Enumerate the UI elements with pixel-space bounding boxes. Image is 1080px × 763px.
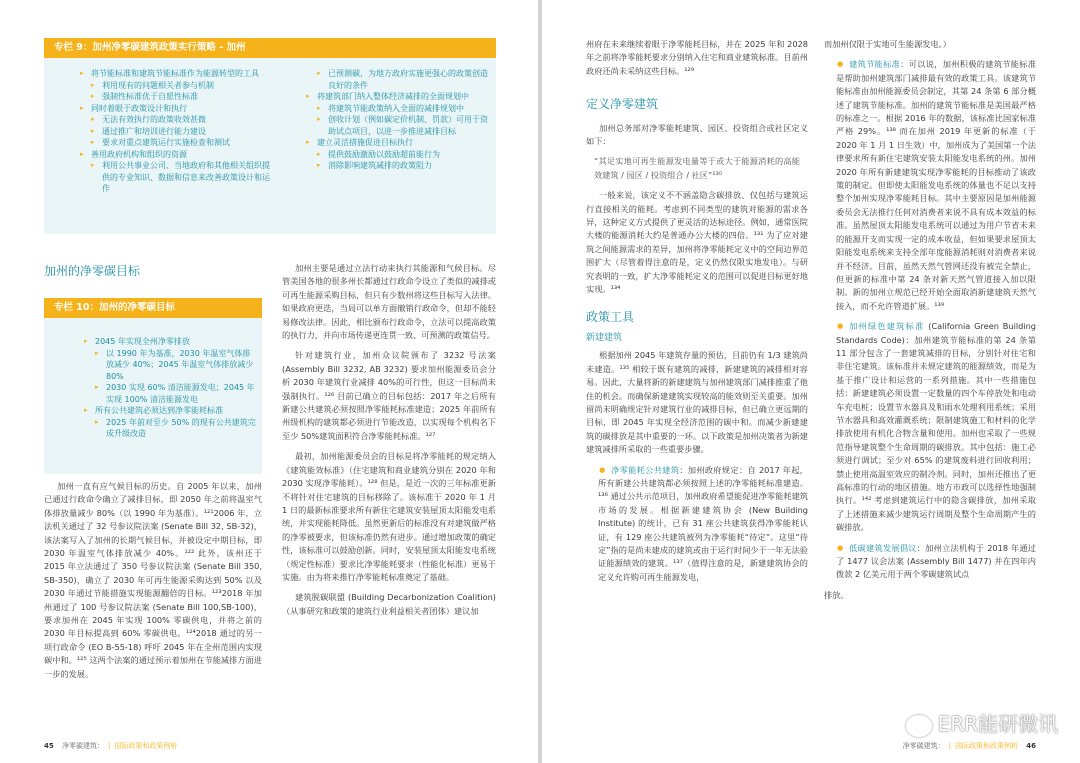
paragraph: 一般来说，该定义不不涵盖隐含碳排放、仅包括与建筑运行直接相关的能耗。考虑到不同类型的建筑对能源的需求各异，这种定义方式提供了更灵活的达标途径。例如，通常医院大楼的能源消耗大约是普通办公大楼的四倍。¹³¹ 为了应对建筑之间能源需求的差异，加州将净零能耗定义中的空间边界范围扩大（尽管着得注意的是，定义仍然仅限实地发电）。与研究表明的一致，扩大净零能耗定义的范围可以促进目标更好地实现。¹³⁴ bbox=[586, 190, 808, 295]
box-9-right-list bbox=[306, 68, 488, 172]
list-item: ▸ 同时着眼于政策设计和执行 bbox=[80, 103, 276, 115]
bullet-text: ：可以说，加州积极的建筑节能标准是帮助加州建筑部门减排最有效的政策工具。该建筑节能标准由加州能源委员会制定，其第 24 条第 6 部分概述了建筑节能标准。加州的建筑节能标准是美国最严格的标准之一。根据 2016 年的数据，该标准比国家标准严格 29%。¹³⁸ 而在加州 2019 年更新的标准（于 2020 年 1 月 1 日生效）中，加州成为了美国第一个法律要求所有新住宅建筑安装太阳能发电系统的州。加州 2020 年所有新建建筑实现净零能耗的目标推动了该政策的制定。但即使太阳能发电系统的体量也不足以支持整个加州实现净零能耗目标。其中主要原因是加州能源委员会无法推行任何对消费者来说不具有成本效益的标准。虽然屋顶太阳能发电系统可以通过为用户节省未来的能源开支而实现一定的成本收益，但如果要求屋顶太阳能发电系统来支持全部年度能源消耗则对消费者来说并不经济。目前，虽然天然气管网还没有被完全禁止，但更新的标准中第 24 条对新天然气管道接入加以限制。新的加州立规范已经开始全面取消新建建筑天然气接入，而不允许管道扩展。¹³⁹ bbox=[836, 59, 1036, 311]
box-10-list bbox=[84, 336, 256, 440]
page-number: 45 bbox=[44, 742, 54, 750]
bullet-term: 净零能耗公共建筑 bbox=[611, 464, 680, 475]
section-title-define-nz: 定义净零建筑 bbox=[586, 97, 659, 112]
left-footer: 45 净零碳建筑： | 国际政策和政策例析 bbox=[44, 742, 178, 750]
paragraph: 针对建筑行业，加州众议院颁布了 3232 号法案 (Assembly Bill 3232, AB 3232) 要求加州能源委员会分析 2030 年建筑行业减排 40%的可行性，但这一目标尚未强制执行。¹²⁶ 目前已确立的目标包括：2017 年之后所有新建公共建筑必须按照净零能耗标准建造；2025 年前所有州级机构的建筑都必须进行节能改造，以实现每个机构名下至少 50%建筑面积符合净零能耗标准。¹²⁷ bbox=[282, 350, 496, 441]
paragraph: 最初，加州能源委员会的目标是将净零能耗的规定纳入《建筑能效标准》（住宅建筑和商业建筑分别在 2020 年和 2030 实现净零能耗）。¹²⁸ 但是，是近一次的三年标准更新不将针对住宅建筑的目标移除了。该标准于 2020 年 1 月 1 日的最新标准要求所有新住宅建筑安装屋顶太阳能发电系统，并实现能耗降低。虽然更新后的标准没有对建筑做严格的净零被要求，但该标准仍然有进步。通过增加政策的确定性，该标准可以鼓励创新。同时，安装屋顶太阳能发电系统（规定性标准）要求比净零能耗要求（性能化标准）更易于实施。由为将来推行净零能耗标准奠定了基础。 bbox=[282, 451, 496, 582]
list-item: ▸ 所有公共建筑必须达到净零能耗标准 bbox=[84, 405, 256, 417]
box-9 bbox=[44, 38, 496, 234]
footer-highlight: 国际政策和政策例析 bbox=[114, 742, 178, 750]
list-item: ▸ 创收计划（例如碳定价机制、罚款）可用于资助试点项目，以进一步推进减排目标 bbox=[306, 114, 488, 137]
list-item: ▸ 2045 年实现全州净零排放 bbox=[84, 336, 256, 348]
bullet-text: ：加州立法机构于 2018 年通过了 1477 议会法案 (Assembly Bill 1477) 并在四年内拨款 2 亿美元用于两个零碳建筑试点 bbox=[836, 542, 1036, 580]
box-10 bbox=[44, 298, 262, 474]
section-title-policy-tools: 政策工具 bbox=[586, 309, 635, 324]
list-item: ▸ 将节能标准和建筑节能标准作为能源转型的工具 bbox=[80, 68, 276, 80]
subtitle-new-buildings: 新建建筑 bbox=[586, 332, 623, 343]
page-number: 46 bbox=[1026, 742, 1036, 750]
right-page-column-2 bbox=[824, 38, 1036, 728]
paragraph: “其足实地可再生能源发电量等于或大于能源消耗的高能效建筑 / 园区 / 投资组合 / 社区”¹³⁰ bbox=[594, 156, 800, 180]
bullet-text: ：加州政府规定：自 2017 年起，所有新建公共建筑都必须按照上述的净零能耗标准建造。¹³⁶ 通过公共示范项目，加州政府希望能促进净零能耗建筑市场的发展。根据新建建筑协会 (New Building Institute) 的统计，已有 31 座公共建筑获得净零能耗认证，有 129 座公共建筑被列为净零能耗“待定”。这里“待定”指的是尚未建成的建筑或由于运行时间少于一年无法验证能源绩效的建筑。¹³⁷（值得注意的是，新建建筑协会的定义允许购可再生能源发电， bbox=[598, 464, 808, 582]
list-item: ▸ 2025 年前对至少 50% 的现有公共建筑完成升级改造 bbox=[84, 417, 256, 440]
paragraph: 根据加州 2045 年建筑存量的预估，目前仍有 1/3 建筑尚未建造。¹³⁵ 相较于既有建筑的减排，新建建筑的减排相对容易。因此，大量将新的新建建筑与加州建筑部门减排推重了他住的机会。而确保新建建筑实现较高的能效则至关重要。加州留尚未明确规定针对建筑行业的减排目标，但已确立更远期的目标，即 2045 年实现全经济范围的碳中和。而减少新建建筑的碳排放是其中重要的一环。以下政策是加州决策者为新建建筑减排所采取的一些重要步骤。 bbox=[586, 350, 808, 455]
paragraph: 加州主要是通过立法行动来执行其能源和气候目标。尽管美国各地的很多州长都通过行政命令设立了类似的减排或可再生能源采购目标，但只有少数州将这些目标写入法律。如果政府更迭，当局可以单方面撤销行政命令，但却不能轻易修改法律。因此，相比颁布行政命令，立法可以提高政策的执行力，并向市场传递更连贯一致、可预测的政策信号。 bbox=[282, 263, 496, 341]
bullet-term: 建筑节能标准 bbox=[849, 59, 901, 70]
list-item: ▸ 无法有效执行的政策收效甚微 bbox=[80, 114, 276, 126]
list-item: ▸ 利用现有的问题相关者参与机制 bbox=[80, 80, 276, 92]
right-footer: 净零碳建筑： | 国际政策和政策例析 46 bbox=[902, 742, 1036, 750]
list-item: ▸ 强制性标准优于自愿性标准 bbox=[80, 91, 276, 103]
left-page-column-2 bbox=[282, 262, 496, 732]
left-page bbox=[0, 0, 538, 763]
footer-text: 净零碳建筑： bbox=[902, 742, 945, 750]
section-title-ca-goals: 加州的净零碳目标 bbox=[44, 264, 141, 278]
bullet-paragraph bbox=[824, 58, 1036, 313]
list-item: ▸ 将建筑节能政策纳入全面的减排规划中 bbox=[306, 103, 488, 115]
bullet-term: 低碳建筑发展倡议 bbox=[849, 542, 917, 553]
wechat-logo-icon bbox=[906, 715, 932, 737]
continued-paragraph-2: 而加州仅限于实地可生能源发电。） bbox=[824, 39, 951, 49]
box-9-title: 专栏 9：加州净零碳建筑政策实行策略 - 加州 bbox=[44, 38, 496, 58]
right-page-column-1 bbox=[586, 38, 808, 728]
continued-paragraph: 州府在未来继续着眼于净零能耗目标，并在 2025 年和 2028 年之前将净零能耗要求分别纳入住宅和商业建筑标准。目前州政府还尚未采纳这些目标。¹²⁹ bbox=[586, 39, 808, 76]
bullet-term: 加州绿色建筑标准 bbox=[849, 321, 925, 332]
list-item: ▸ 善用政府机构和组织的资源 bbox=[80, 149, 276, 161]
bullet-paragraph bbox=[824, 542, 1036, 582]
paragraph: 加州总务部对净零能耗建筑、园区、投资组合或社区定义如下： bbox=[586, 122, 808, 147]
watermark-text: ERR能研微讯 bbox=[937, 712, 1058, 736]
left-page-column-1 bbox=[44, 480, 262, 730]
watermark bbox=[906, 708, 1058, 737]
list-item: ▸ 消除影响建筑减排的政策阻力 bbox=[306, 160, 488, 172]
bullet-paragraph bbox=[586, 464, 808, 585]
box-10-title: 专栏 10：加州的净零碳目标 bbox=[44, 298, 262, 318]
list-item: ▸ 提供鼓励激励以鼓励超前能行为 bbox=[306, 149, 488, 161]
paragraph: 建筑脱碳联盟 (Building Decarbonization Coalition)（从事研究和政策的建筑行业利益相关者团体）建议加 bbox=[282, 592, 496, 616]
list-item: ▸ 将建筑部门纳入整体经济减排的全面规划中 bbox=[306, 91, 488, 103]
list-item: ▸ 通过推广和培训进行能力建设 bbox=[80, 126, 276, 138]
bullet-text: (California Green Building Standards Code)：加州建筑节能标准的第 24 条第 11 部分包含了一套建筑减排的目标，分别针对住宅和非住宅建筑。该标准并未规定建筑的能源绩效，而是为基于推广设计和运营的一系列措施。其中一些措施包括：新建建筑必须设置一定数量的四个车停放处和电动车充电桩；设置节水器具及和雨水处理利用系统；采用节水器具和高效灌溉系统；限制建筑施工和材料的化学排放使用有机化合物含量和使用。加州也采取了一些规范指导建筑整个生命周期的碳排放。其中包括：施工必须进行调试；至少对 65% 的建筑废料进行回收利用；禁止使用高温室效应的制冷剂。同时，加州还推出了更高标准的行动的地区措施。地方市政可以选择性地强制执行。¹⁴² 考虑到建筑运行中的隐含碳排放，加州采取了上述措施来减少建筑运行周期及整个生命周期产生的碳排放。 bbox=[836, 321, 1036, 533]
list-item: ▸ 已预测碳，为地方政府实施更强心的政策创造良好的条件 bbox=[306, 68, 488, 91]
right-page bbox=[542, 0, 1080, 763]
footer-highlight: 国际政策和政策例析 bbox=[955, 742, 1019, 750]
box-9-left-list bbox=[80, 68, 276, 195]
list-item: ▸ 利用公共事业公司、当地政府和其他相关组织提供的专业知识、数据和信息来改善政策设计和运作 bbox=[80, 160, 276, 195]
list-item: ▸ 以 1990 年为基准，2030 年温室气体排放减少 40%；2045 年温室气体排放减少 80% bbox=[84, 348, 256, 383]
list-item: ▸ 要求对重点建筑运行实施检查和测试 bbox=[80, 137, 276, 149]
list-item: ▸ 2030 实现 60% 清洁能源发电；2045 年实现 100% 清洁能源发电 bbox=[84, 382, 256, 405]
footer-text: 净零碳建筑： bbox=[61, 742, 104, 750]
list-item: ▸ 建立灵活措施促进目标执行 bbox=[306, 137, 488, 149]
paragraph: 加州一直有应气候目标的历史。自 2005 年以来，加州已通过行政命令确立了减排目标，即 2050 年之前将温室气体排放量减少 80%（以 1990 年为基准）。¹²¹2006 年，立法机关通过了 32 号参议院法案 (Senate Bill 32, SB-32)，该法案写入了加州的长期气候目标，并被设定中期目标，即 2030 年温室气体排放减少 40%。¹²² 此外，该州还于 2015 年立法通过了 350 号参议院法案 (Senate Bill 350, SB-350)，确立了 2030 年可再生能源采购达到 50% 以及 2030 年通过节能措施实现能源翻倍的目标。¹²³2018 年加州通过了 100 号参议院法案 (Senate Bill 100,SB-100)，要求加州在 2045 年实现 100% 零碳供电，并将之前的 2030 年目标提高到 60% 零碳供电。¹²⁴2018 通过的另一项行政命令 (EO B-55-18) 呼吁 2045 年在全州范围内实现碳中和。¹²⁵ 这两个法案的通过预示着加州在节能减排方面进一步的发展。 bbox=[44, 481, 262, 679]
tail-text: 排放。 bbox=[824, 589, 849, 600]
bullet-paragraph bbox=[824, 320, 1036, 535]
